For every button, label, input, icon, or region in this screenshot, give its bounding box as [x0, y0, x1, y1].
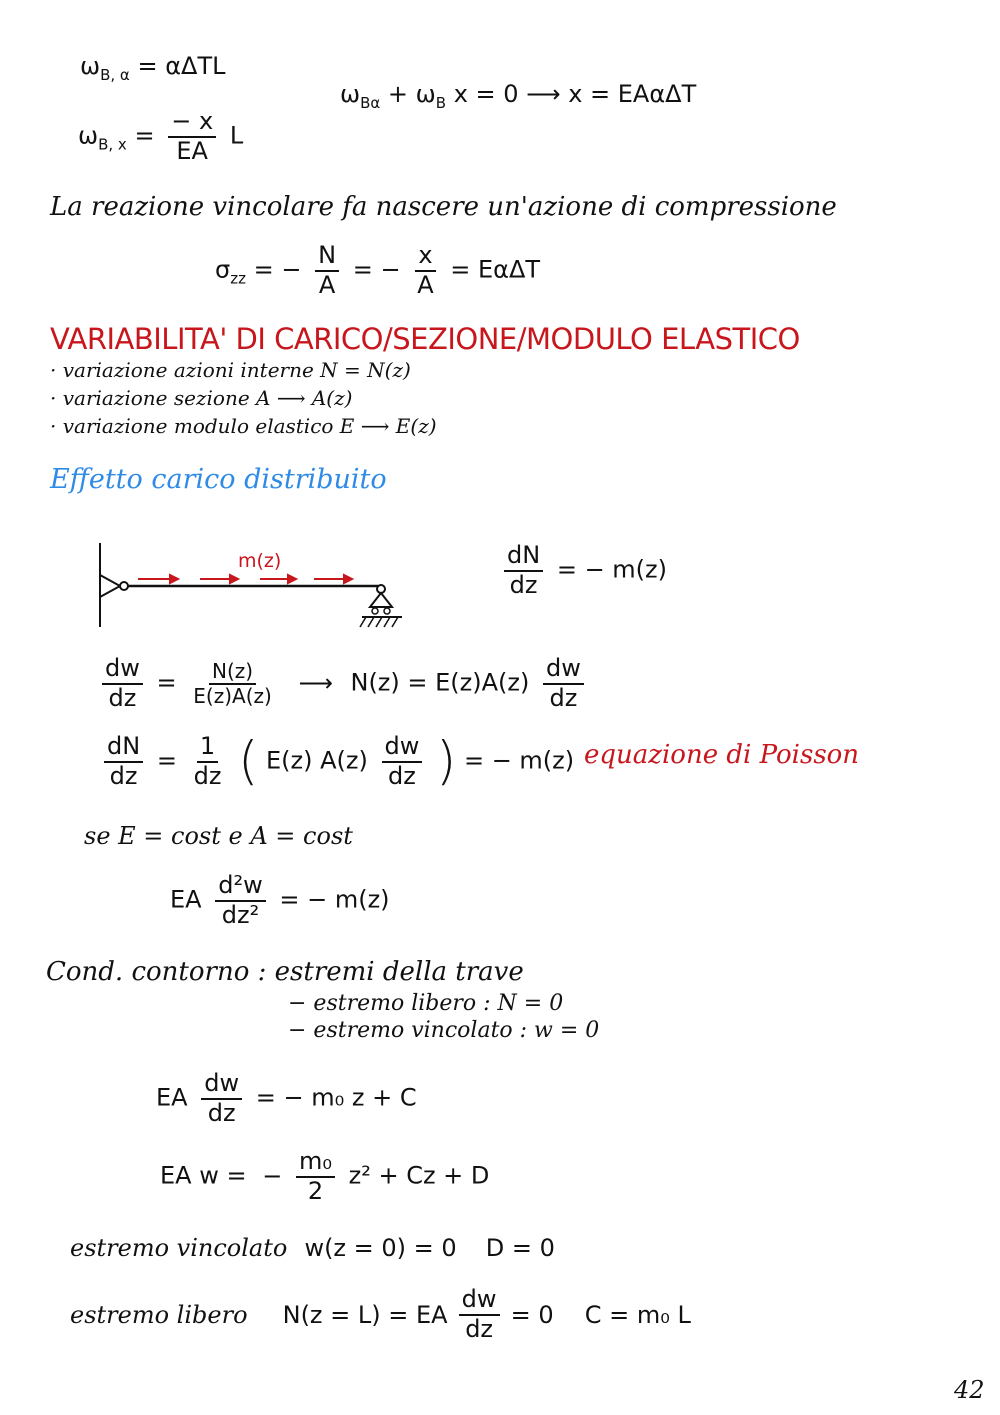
eq-poisson: $\frac{dN}{dz}$ = $\frac{1}{dz}$ ( E(z) A(z) $\frac{dw}{dz}$ ) = − m(z): [98, 733, 574, 790]
eq-compatibility: $\omega_{B\alpha} + \omega_B$ x = 0 ⟶ x = EAαΔT: [340, 80, 697, 112]
page-number: 42: [954, 1376, 985, 1404]
contour-title: Cond. contorno : estremi della trave: [46, 957, 524, 987]
reaction-text: La reazione vincolare fa nascere un'azione di compressione: [50, 192, 837, 222]
eq-ea-w: EA w = − $\frac{\text{m₀}}{2}$ z² + Cz + D: [160, 1147, 490, 1205]
load-label: m(z): [238, 550, 282, 572]
contour-constrained-end: − estremo vincolato : w = 0: [288, 1018, 600, 1043]
constant-condition: se E = cost e A = cost: [84, 822, 353, 850]
eq-wb-alpha: $\omega_{B, \alpha} = \alpha\Delta TL$: [80, 52, 226, 84]
eq-wb-x: $\omega_{B, x}$ = $\frac{- x}{EA}$ L: [78, 107, 244, 165]
eq-stress: $\sigma_{zz}$ = − $\frac{N}{A}$ = − $\frac{x}{A}$ = EαΔT: [215, 241, 541, 299]
eq-dw-dz: $\frac{dw}{dz}$ = $\frac{N(z)}{E(z)A(z)}$ ⟶ N(z) = E(z)A(z) $\frac{dw}{dz}$: [96, 655, 590, 712]
bullet-section-variation: · variazione sezione A ⟶ A(z): [50, 386, 353, 410]
contour-free-end: − estremo libero : N = 0: [288, 991, 564, 1016]
bullet-internal-actions: · variazione azioni interne N = N(z): [50, 358, 411, 382]
eq-ea-dw: EA $\frac{dw}{dz}$ = − m₀ z + C: [156, 1069, 417, 1127]
hinge-pin: [120, 582, 128, 590]
beam-diagram: [90, 535, 420, 635]
section-title: VARIABILITA' DI CARICO/SEZIONE/MODULO ELASTICO: [50, 322, 800, 356]
eq-ea-d2w: EA $\frac{\text{d²w}}{\text{dz²}}$ = − m(z): [170, 871, 390, 929]
poisson-label: equazione di Poisson: [584, 740, 860, 770]
eq-dN-dz: $\frac{dN}{dz}$ = − m(z): [498, 542, 667, 599]
hinge-support: [100, 575, 120, 597]
distributed-load-arrows: [138, 575, 352, 583]
subsection-title: Effetto carico distribuito: [50, 464, 387, 495]
roller-support: [370, 593, 392, 607]
constrained-end-row: estremo vincolato w(z = 0) = 0 D = 0: [70, 1234, 555, 1262]
free-end-row: estremo libero N(z = L) = EA $\frac{dw}{dz}$ = 0 C = m₀ L: [70, 1285, 691, 1343]
bullet-modulus-variation: · variazione modulo elastico E ⟶ E(z): [50, 414, 437, 438]
